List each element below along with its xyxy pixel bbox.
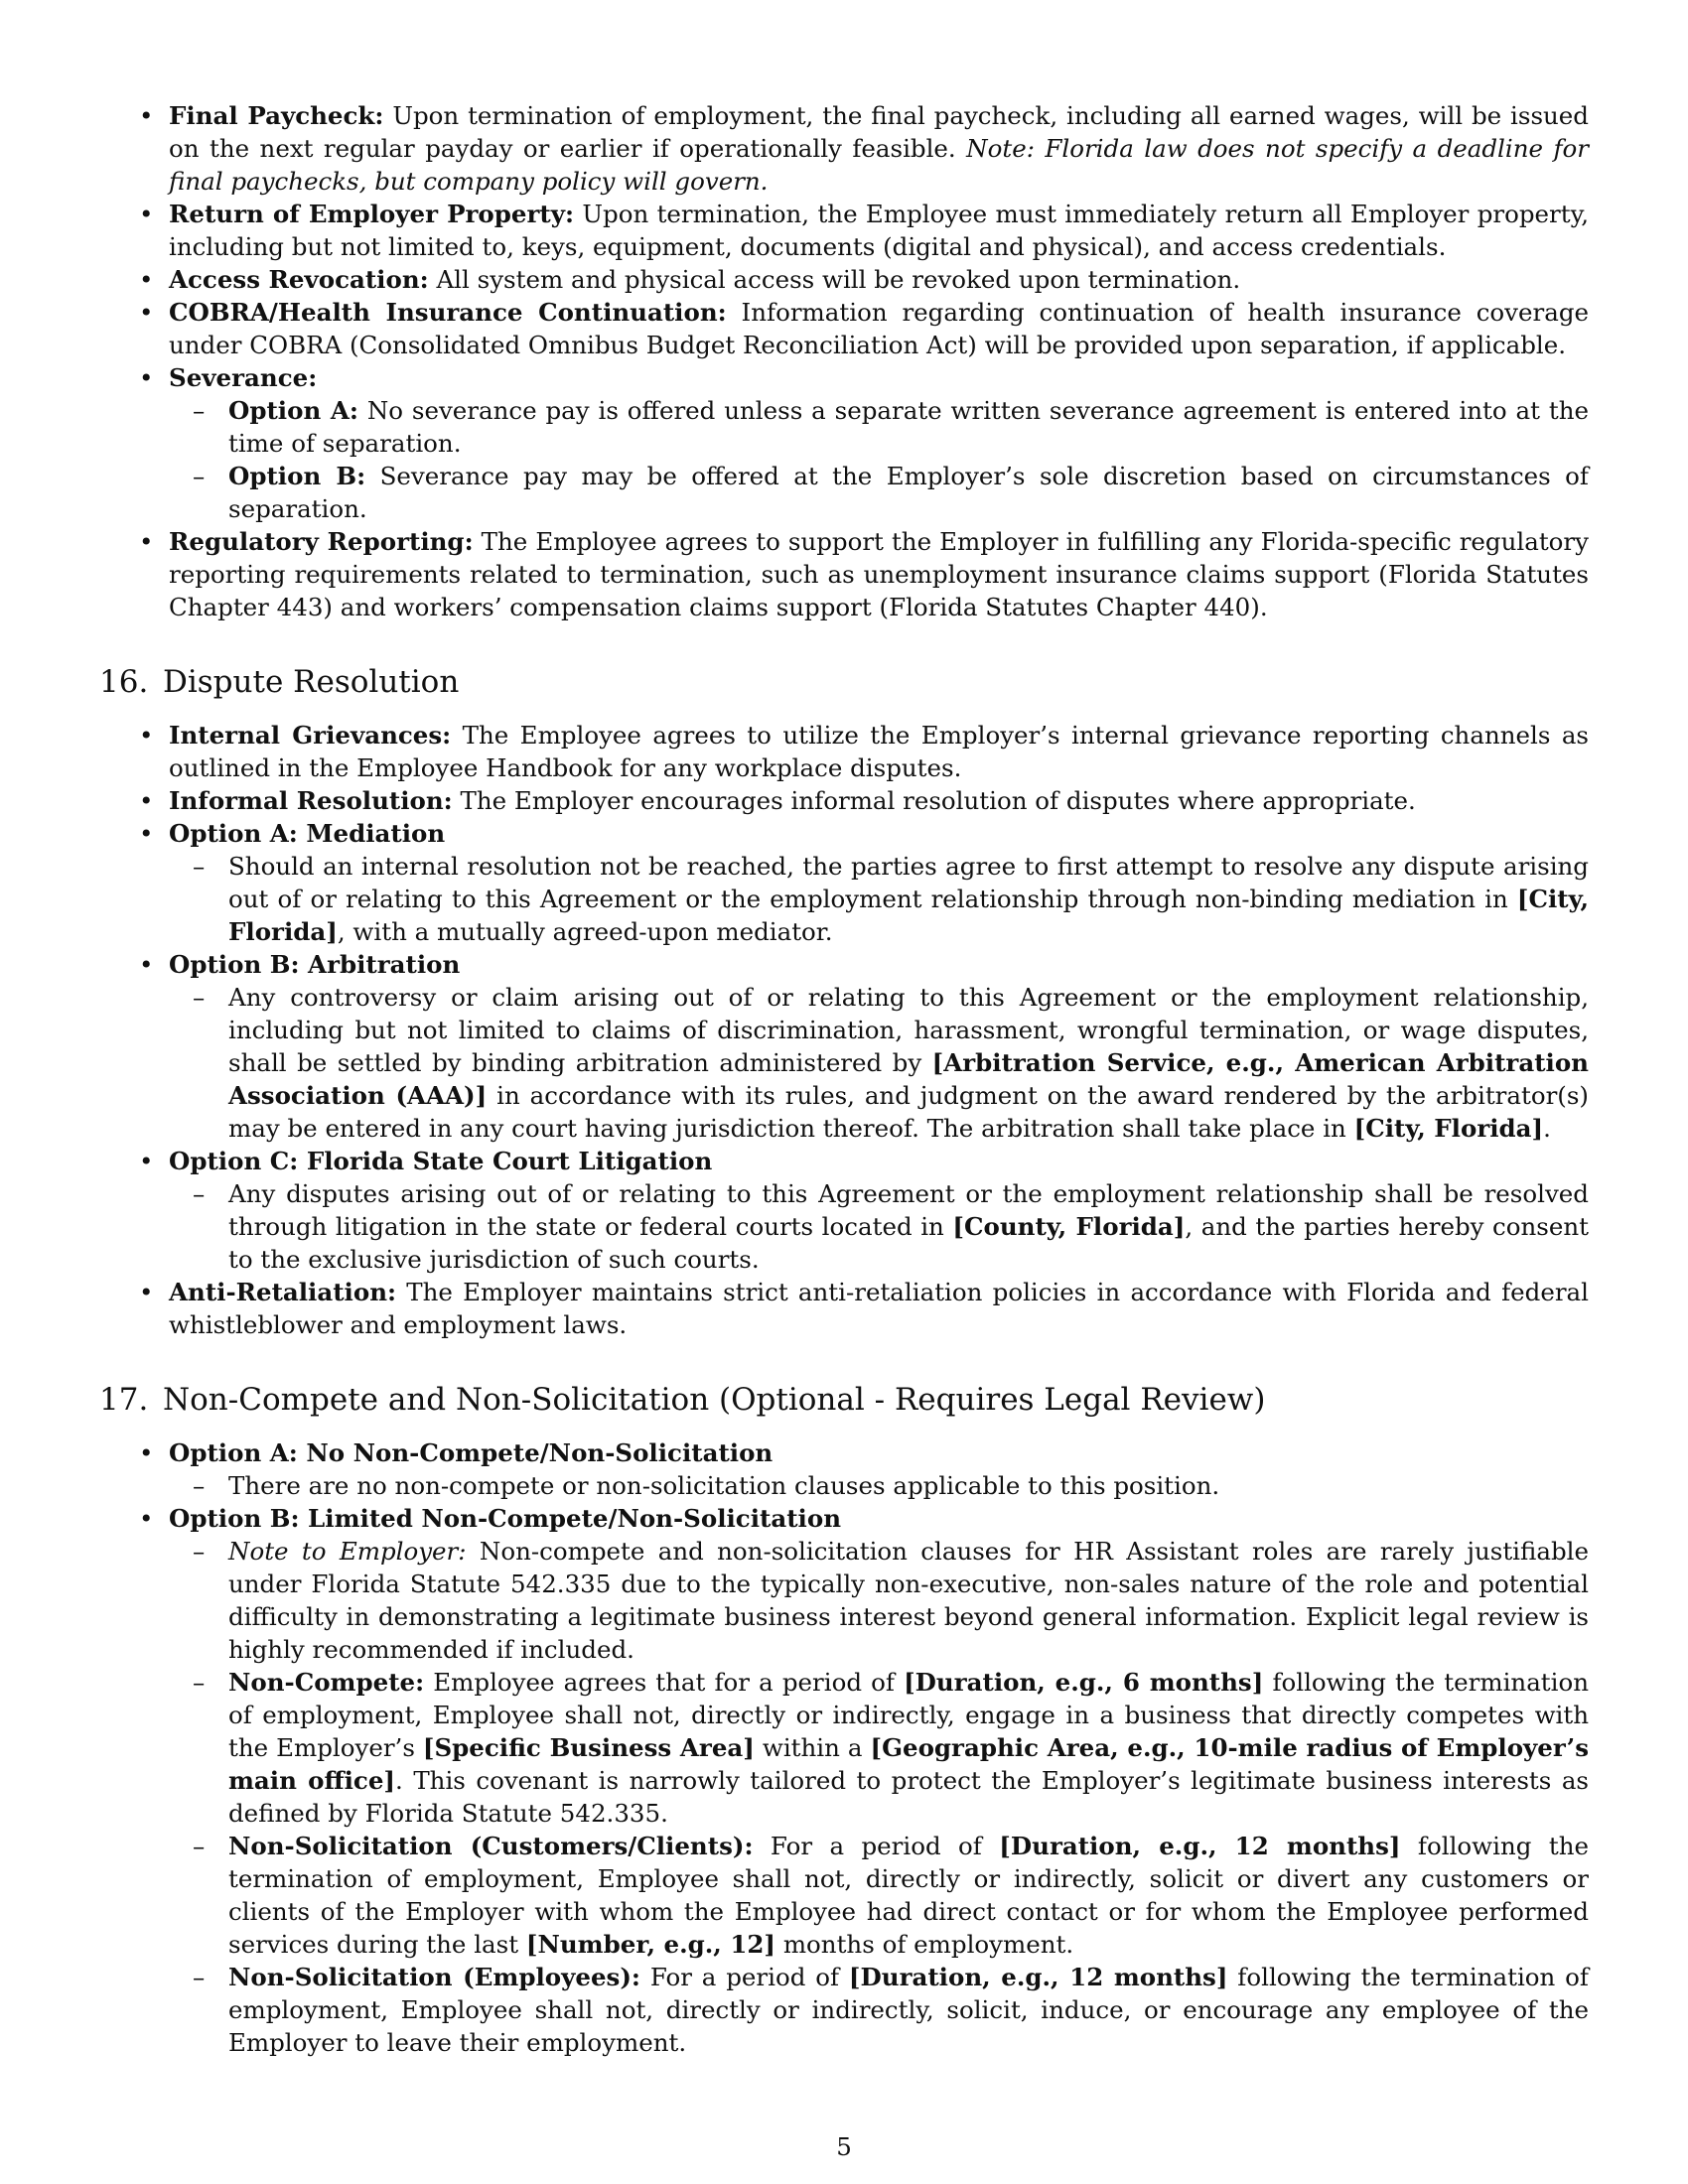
item-label: Option A: bbox=[228, 396, 358, 425]
list-item-option-b bbox=[99, 1502, 1589, 2059]
item-text: within a bbox=[754, 1733, 871, 1762]
placeholder-field: [Geographic Area, e.g., 10-mile radius of Employer’s main office] bbox=[228, 1733, 1589, 1795]
item-text: following the termination of employment, Employee shall not, directly or indirectly, solicit or divert any customers or clients of the Employer with whom the Employee had direct contact or for whom the Employee performed services during the last bbox=[228, 1832, 1589, 1959]
item-text: Should an internal resolution not be reached, the parties agree to first attempt to resolve any dispute arising out of or relating to this Agreement or the employment relationship through non-binding mediation in bbox=[228, 852, 1589, 913]
item-text: The Employee agrees to utilize the Employer’s internal grievance reporting channels as outlined in the Employee Handbook for any workplace disputes. bbox=[169, 721, 1589, 782]
item-text: . bbox=[1543, 1114, 1551, 1143]
severance-options bbox=[169, 394, 1589, 525]
section-heading-17 bbox=[99, 1381, 1589, 1419]
item-label: Informal Resolution: bbox=[169, 786, 453, 815]
placeholder-field: [County, Florida] bbox=[952, 1212, 1186, 1241]
page-number: 5 bbox=[836, 2132, 852, 2161]
item-label: Regulatory Reporting: bbox=[169, 527, 474, 556]
item-text: following the termination of employment, Employee shall not, directly or indirectly, solicit, induce, or encourage any employee of the Employer to leave their employment. bbox=[228, 1963, 1589, 2057]
item-text: Any disputes arising out of or relating to this Agreement or the employment relationship shall be resolved through litigation in the state or federal courts located in bbox=[228, 1179, 1589, 1241]
section-number: 17. bbox=[99, 1382, 149, 1418]
arbitration-sublist bbox=[169, 981, 1589, 1145]
item-text: , and the parties hereby consent to the exclusive jurisdiction of such courts. bbox=[228, 1212, 1589, 1274]
option-a-sublist bbox=[169, 1469, 1589, 1502]
list-item-return-property bbox=[99, 198, 1589, 263]
item-label: Severance: bbox=[169, 363, 318, 392]
section-title: Dispute Resolution bbox=[163, 664, 460, 700]
item-text: Upon termination of employment, the final paycheck, including all earned wages, will be issued on the next regular payday or earlier if operationally feasible. bbox=[169, 101, 1589, 163]
list-item-regulatory bbox=[99, 525, 1589, 623]
list-item-informal-resolution bbox=[99, 784, 1589, 817]
item-text: Employee agrees that for a period of bbox=[424, 1668, 905, 1697]
sub-item-severance-b bbox=[169, 460, 1589, 525]
item-label: Option B: Limited Non-Compete/Non-Solicitation bbox=[169, 1504, 842, 1533]
placeholder-field: [Duration, e.g., 6 months] bbox=[904, 1668, 1264, 1697]
item-label: Option B: bbox=[228, 462, 366, 490]
item-text: Information regarding continuation of health insurance coverage under COBRA (Consolidated Omnibus Budget Reconciliation Act) will be provided upon separation, if applicable. bbox=[169, 298, 1590, 359]
item-text: . This covenant is narrowly tailored to protect the Employer’s legitimate business interests as defined by Florida Statute 542.335. bbox=[228, 1766, 1589, 1828]
section-title: Non-Compete and Non-Solicitation (Optional - Requires Legal Review) bbox=[163, 1382, 1266, 1418]
item-text: No severance pay is offered unless a separate written severance agreement is entered into at the time of separation. bbox=[228, 396, 1589, 458]
item-text: Non-compete and non-solicitation clauses for HR Assistant roles are rarely justifiable under Florida Statute 542.335 due to the typically non-executive, non-sales nature of the role and potential difficulty in demonstrating a legitimate business interest beyond general information. Explicit legal review is highly recommended if included. bbox=[228, 1537, 1589, 1664]
item-text: All system and physical access will be revoked upon termination. bbox=[428, 265, 1241, 294]
placeholder-field: [Arbitration Service, e.g., American Arbitration Association (AAA)] bbox=[228, 1048, 1589, 1110]
page-content bbox=[99, 99, 1589, 2059]
placeholder-field: [City, Florida] bbox=[1353, 1114, 1544, 1143]
item-label: Non-Compete: bbox=[228, 1668, 425, 1697]
sub-item-note-to-employer bbox=[169, 1535, 1589, 1666]
note-label: Note to Employer: bbox=[228, 1537, 467, 1566]
item-text: There are no non-compete or non-solicitation clauses applicable to this position. bbox=[228, 1471, 1220, 1500]
sub-item-mediation bbox=[169, 850, 1589, 948]
item-label: Option B: Arbitration bbox=[169, 950, 461, 979]
sub-item-arbitration bbox=[169, 981, 1589, 1145]
dispute-list bbox=[99, 719, 1589, 1341]
item-label: Non-Solicitation (Customers/Clients): bbox=[228, 1832, 754, 1860]
noncompete-list bbox=[99, 1436, 1589, 2059]
termination-list bbox=[99, 99, 1589, 623]
item-text: For a period of bbox=[753, 1832, 1000, 1860]
item-text: following the termination of employment, Employee shall not, directly or indirectly, engage in a business that directly competes with the Employer’s bbox=[228, 1668, 1590, 1762]
item-text: Any controversy or claim arising out of or relating to this Agreement or the employment relationship, including but not limited to claims of discrimination, harassment, wrongful termination, or wage disputes, shall be settled by binding arbitration administered by bbox=[228, 983, 1589, 1077]
item-label: Option C: Florida State Court Litigation bbox=[169, 1147, 713, 1175]
list-item-anti-retaliation bbox=[99, 1276, 1589, 1341]
section-number: 16. bbox=[99, 664, 149, 700]
sub-item-severance-a bbox=[169, 394, 1589, 460]
mediation-sublist bbox=[169, 850, 1589, 948]
item-label: COBRA/Health Insurance Continuation: bbox=[169, 298, 727, 327]
sub-item-non-compete bbox=[169, 1666, 1589, 1830]
list-item-access-revocation bbox=[99, 263, 1589, 296]
item-text: , with a mutually agreed-upon mediator. bbox=[337, 917, 833, 946]
sub-item-non-solicitation-clients bbox=[169, 1830, 1589, 1961]
list-item-mediation bbox=[99, 817, 1589, 948]
option-b-sublist bbox=[169, 1535, 1589, 2059]
item-note: Note: Florida law does not specify a deadline for final paychecks, but company policy will govern. bbox=[169, 134, 1589, 196]
item-label: Return of Employer Property: bbox=[169, 200, 574, 228]
sub-item-option-a bbox=[169, 1469, 1589, 1502]
placeholder-field: [Duration, e.g., 12 months] bbox=[999, 1832, 1401, 1860]
placeholder-field: [Duration, e.g., 12 months] bbox=[848, 1963, 1228, 1991]
item-label: Internal Grievances: bbox=[169, 721, 452, 750]
list-item-option-a bbox=[99, 1436, 1589, 1502]
item-label: Anti-Retaliation: bbox=[169, 1278, 397, 1306]
item-label: Non-Solicitation (Employees): bbox=[228, 1963, 640, 1991]
item-text: The Employer encourages informal resolution of disputes where appropriate. bbox=[452, 786, 1416, 815]
item-text: The Employer maintains strict anti-retaliation policies in accordance with Florida and federal whistleblower and employment laws. bbox=[169, 1278, 1589, 1339]
litigation-sublist bbox=[169, 1177, 1589, 1276]
item-text: For a period of bbox=[639, 1963, 849, 1991]
section-heading-16 bbox=[99, 663, 1589, 701]
sub-item-non-solicitation-employees bbox=[169, 1961, 1589, 2059]
item-label: Access Revocation: bbox=[169, 265, 429, 294]
item-text: months of employment. bbox=[775, 1930, 1074, 1959]
item-text: Upon termination, the Employee must immediately return all Employer property, including but not limited to, keys, equipment, documents (digital and physical), and access credentials. bbox=[169, 200, 1589, 261]
list-item-final-paycheck bbox=[99, 99, 1589, 198]
placeholder-field: [City, Florida] bbox=[228, 885, 1589, 946]
sub-item-litigation bbox=[169, 1177, 1589, 1276]
list-item-severance bbox=[99, 361, 1589, 525]
list-item-arbitration bbox=[99, 948, 1589, 1145]
list-item-cobra bbox=[99, 296, 1589, 361]
item-text: in accordance with its rules, and judgment on the award rendered by the arbitrator(s) may be entered in any court having jurisdiction thereof. The arbitration shall take place in bbox=[228, 1081, 1589, 1143]
item-label: Option A: Mediation bbox=[169, 819, 446, 848]
list-item-litigation bbox=[99, 1145, 1589, 1276]
item-label: Final Paycheck: bbox=[169, 101, 384, 130]
list-item-internal-grievances bbox=[99, 719, 1589, 784]
item-label: Option A: No Non-Compete/Non-Solicitation bbox=[169, 1438, 774, 1467]
item-text: The Employee agrees to support the Employer in fulfilling any Florida-specific regulatory reporting requirements related to termination, such as unemployment insurance claims support (Florida Statutes Chapter 443) and workers’ compensation claims support (Florida Statutes Chapter 440). bbox=[169, 527, 1589, 621]
placeholder-field: [Number, e.g., 12] bbox=[525, 1930, 776, 1959]
item-text: Severance pay may be offered at the Employer’s sole discretion based on circumstances of separation. bbox=[228, 462, 1589, 523]
placeholder-field: [Specific Business Area] bbox=[422, 1733, 755, 1762]
